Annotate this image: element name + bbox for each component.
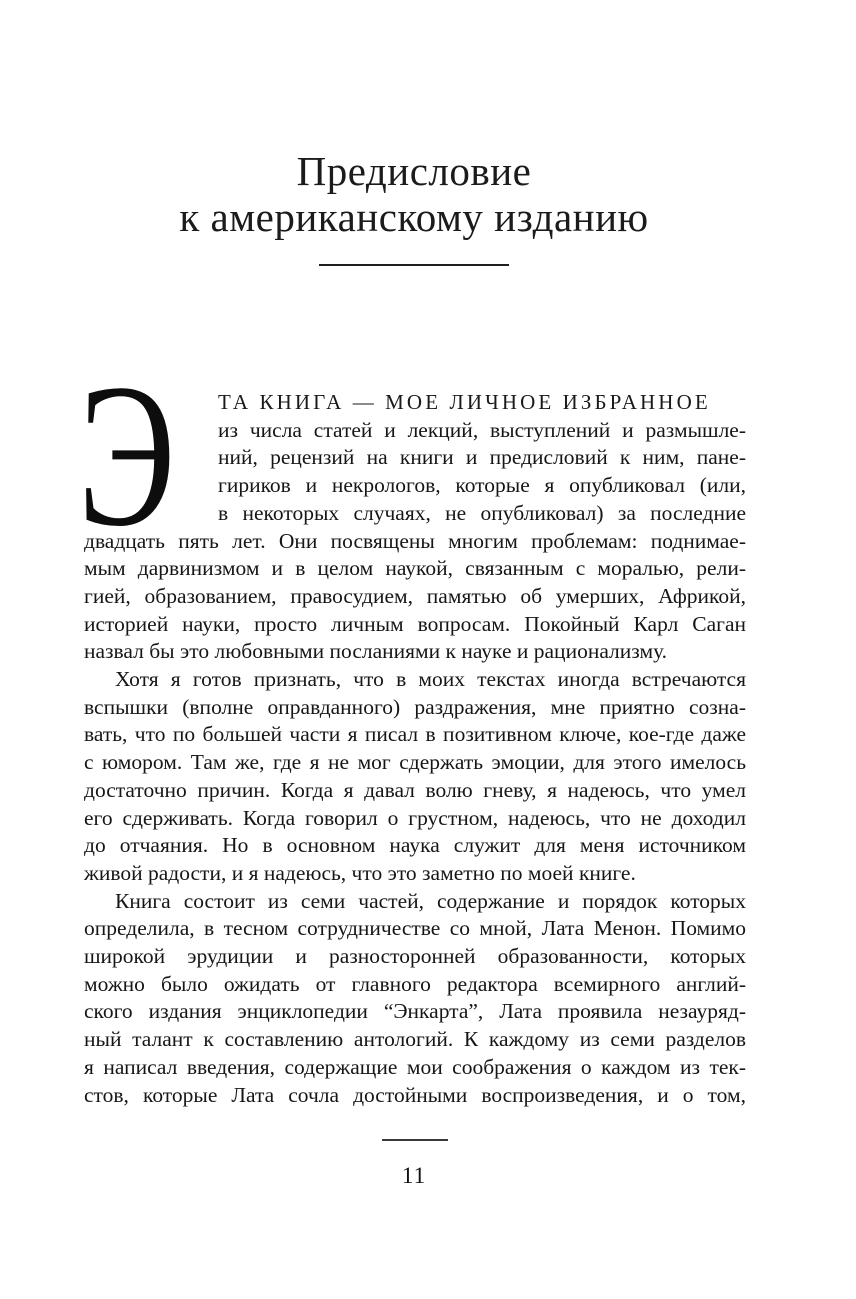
body-line: двадцать пять лет. Они посвящены многим проблемам: поднимае-	[84, 528, 746, 553]
body-line: Хотя я готов признать, что в моих текстах иногда встречаются	[115, 667, 746, 692]
body-line: широкой эрудиции и разносторонней образованности, которых	[84, 944, 746, 969]
chapter-title	[64, 148, 764, 240]
footer-divider-rule	[382, 1139, 448, 1141]
body-line: достаточно причин. Когда я давал волю гневу, я надеюсь, что умел	[84, 777, 746, 802]
body-line: вать, что по большей части я писал в позитивном ключе, кое-где даже	[84, 722, 746, 747]
title-divider-rule	[319, 264, 509, 266]
body-line: с юмором. Там же, где я не мог сдержать эмоции, для этого имелось	[84, 750, 746, 775]
body-line: живой радости, и я надеюсь, что это заметно по моей книге.	[84, 860, 636, 885]
drop-cap-letter: Э	[78, 342, 176, 569]
body-line: ный талант к составлению антологий. К каждому из семи разделов	[84, 1027, 746, 1052]
body-line: я написал введения, содержащие мои соображения о каждом из тек-	[84, 1054, 746, 1079]
body-line: ний, рецензий на книги и предисловий к ним, пане-	[218, 445, 746, 470]
body-line: Книга состоит из семи частей, содержание и порядок которых	[115, 888, 746, 913]
body-line: до отчаяния. Но в основном наука служит для меня источником	[84, 833, 746, 858]
body-line: стов, которые Лата сочла достойными воспроизведения, и о том,	[84, 1082, 746, 1107]
body-line: в некоторых случаях, не опубликовал) за последние	[218, 500, 746, 525]
body-line: историей науки, просто личным вопросам. Покойный Карл Саган	[84, 611, 746, 636]
body-text	[78, 342, 746, 1109]
paragraph	[84, 666, 746, 888]
body-line: можно было ожидать от главного редактора всемирного англий-	[84, 971, 746, 996]
drop-cap	[78, 342, 196, 569]
body-line: вспышки (вполне оправданного) раздражения, мне приятно созна-	[84, 694, 746, 719]
paragraph	[84, 888, 746, 1110]
body-line: определила, в тесном сотрудничестве со мной, Лата Менон. Помимо	[84, 916, 746, 941]
body-line: гией, образованием, правосудием, памятью об умерших, Африкой,	[84, 583, 746, 608]
body-line: назвал бы это любовными посланиями к науке и рационализму.	[84, 639, 668, 664]
chapter-title-line-1: Предисловие	[296, 148, 532, 194]
chapter-title-line-2: к американскому изданию	[179, 194, 649, 240]
body-line: гириков и некрологов, которые я опубликовал (или,	[218, 473, 746, 498]
body-line: его сдерживать. Когда говорил о грустном, надеюсь, что не доходил	[84, 805, 746, 830]
body-line: ского издания энциклопедии “Энкарта”, Лата проявила незауряд-	[84, 999, 746, 1024]
page-number: 11	[401, 1163, 427, 1188]
lead-caps-line: ТА КНИГА — МОЕ ЛИЧНОЕ ИЗБРАННОЕ	[218, 390, 711, 414]
body-line: из числа статей и лекций, выступлений и размышле-	[218, 417, 746, 442]
body-line: мым дарвинизмом и в целом наукой, связанным с моралью, рели-	[84, 556, 746, 581]
